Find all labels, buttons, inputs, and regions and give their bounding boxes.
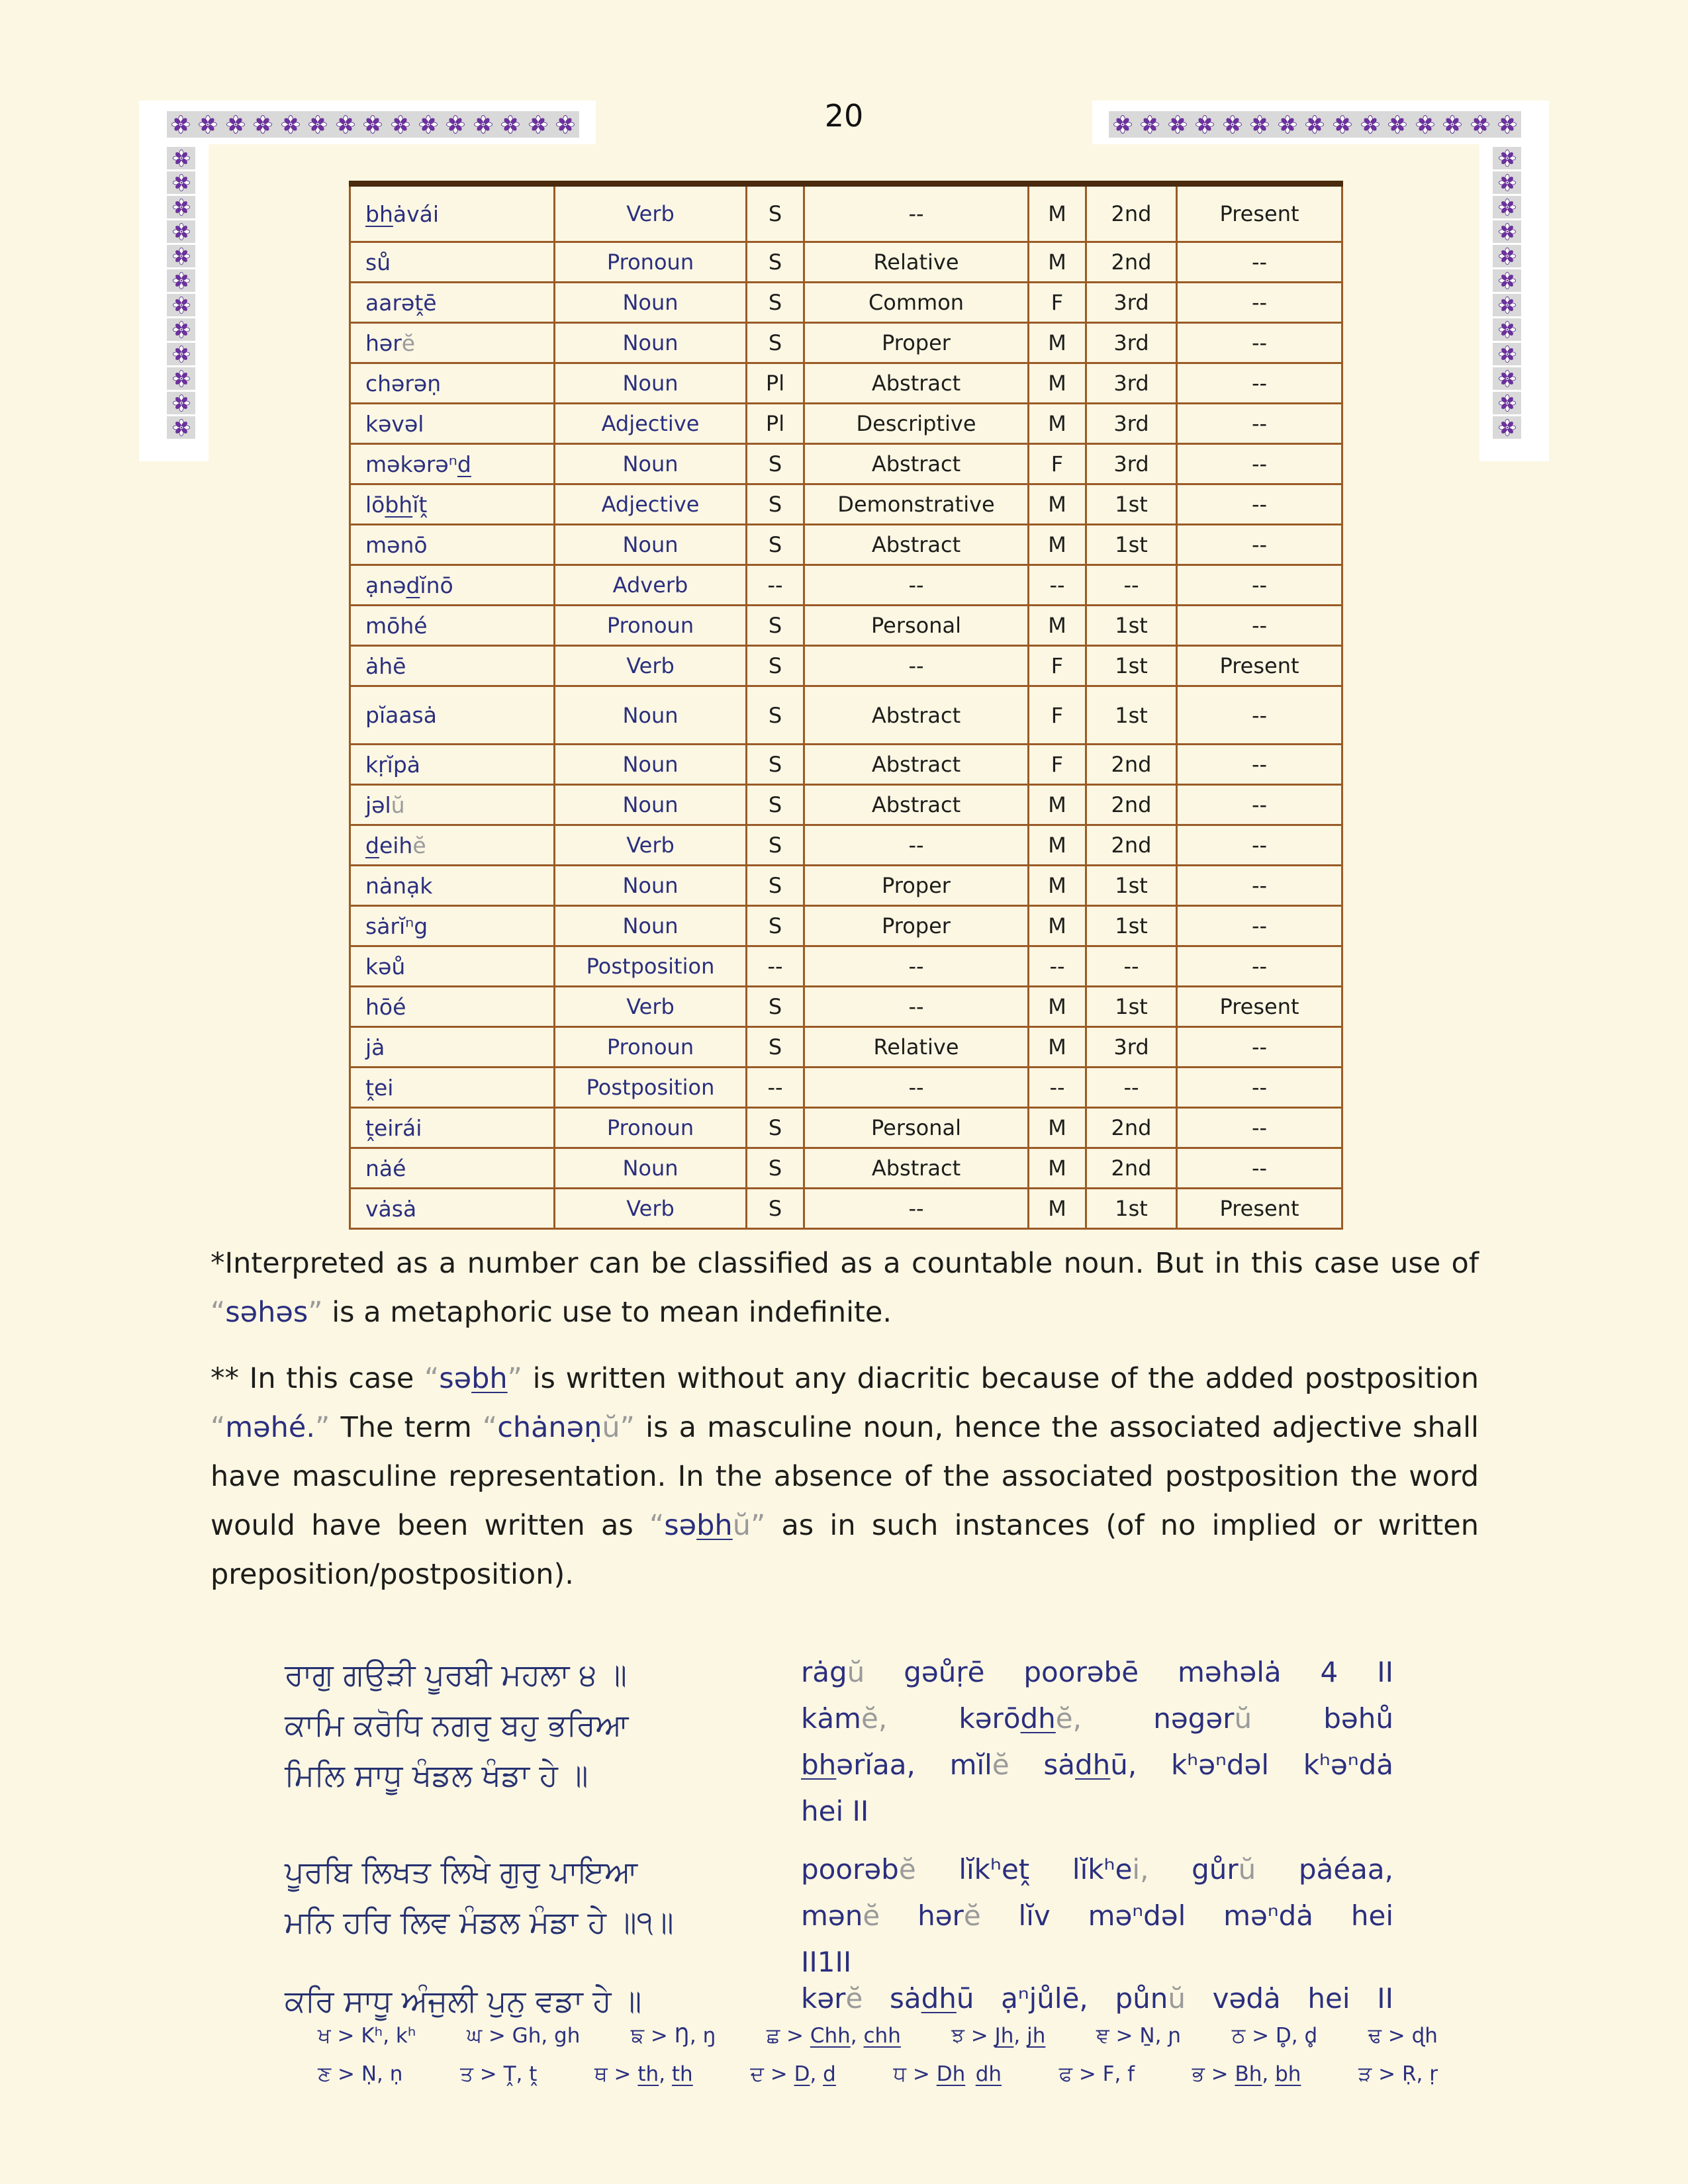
- part-of-speech-cell: Adjective: [555, 404, 747, 444]
- tense-cell: --: [1177, 242, 1342, 283]
- gender-cell: F: [1029, 686, 1086, 745]
- category-cell: --: [804, 825, 1029, 866]
- person-cell: --: [1086, 1068, 1177, 1108]
- gender-cell: M: [1029, 242, 1086, 283]
- part-of-speech-cell: Noun: [555, 686, 747, 745]
- gender-cell: M: [1029, 785, 1086, 825]
- word-cell: kṛĭpȧ: [350, 745, 555, 785]
- gurmukhi-line: ਪੂਰਬਿ ਲਿਖਤ ਲਿਖੇ ਗੁਰੁ ਪਾਇਆ: [285, 1854, 638, 1889]
- table-row: [350, 745, 1342, 785]
- table-row: [350, 444, 1342, 484]
- table-row: [350, 404, 1342, 444]
- gender-cell: --: [1029, 1068, 1086, 1108]
- gender-cell: M: [1029, 1189, 1086, 1229]
- category-cell: Abstract: [804, 745, 1029, 785]
- flower-icon: [1493, 367, 1521, 390]
- part-of-speech-cell: Postposition: [555, 946, 747, 987]
- table-row: [350, 1027, 1342, 1068]
- table-row: [350, 646, 1342, 686]
- table-row: [350, 283, 1342, 323]
- phonetic-key-row-2: [318, 2062, 1438, 2087]
- person-cell: 2nd: [1086, 184, 1177, 242]
- phonetic-key-entry: ਠ > D̥, d̥: [1231, 2024, 1318, 2048]
- tense-cell: --: [1177, 484, 1342, 525]
- transliteration-line: bhərĭaa, mĭlĕ sȧdhū, kʰəⁿdəl kʰəⁿdȧ: [801, 1749, 1393, 1781]
- number-cell: S: [747, 906, 804, 946]
- category-cell: --: [804, 565, 1029, 606]
- transliteration-line: rȧgŭ gəůṛē poorəbē məhəlȧ 4 II: [801, 1656, 1393, 1688]
- gender-cell: M: [1029, 525, 1086, 565]
- gender-cell: M: [1029, 987, 1086, 1027]
- tense-cell: --: [1177, 444, 1342, 484]
- category-cell: Personal: [804, 606, 1029, 646]
- flower-icon: [1493, 196, 1521, 218]
- gurmukhi-line: ਮਨਿ ਹਰਿ ਲਿਵ ਮੰਡਲ ਮੰਡਾ ਹੇ ॥੧॥: [285, 1904, 674, 1940]
- tense-cell: --: [1177, 323, 1342, 363]
- flower-icon: [1493, 171, 1521, 194]
- flower-icon: [167, 392, 195, 414]
- tense-cell: --: [1177, 785, 1342, 825]
- table-row: [350, 825, 1342, 866]
- table-row: [350, 1108, 1342, 1148]
- gurmukhi-stanza-2: [285, 1846, 774, 1947]
- table-row: [350, 1189, 1342, 1229]
- number-cell: S: [747, 1108, 804, 1148]
- tense-cell: --: [1177, 1068, 1342, 1108]
- person-cell: 2nd: [1086, 745, 1177, 785]
- person-cell: --: [1086, 946, 1177, 987]
- flower-icon: [167, 367, 195, 390]
- phonetic-key-entry: ਧ > Dh dh: [893, 2062, 1002, 2086]
- flower-icon: [167, 416, 195, 439]
- part-of-speech-cell: Adjective: [555, 484, 747, 525]
- category-cell: Relative: [804, 1027, 1029, 1068]
- footnote-2: ** In this case “səbh” is written without any diacritic because of the added postposition “məhé.” The term “chȧnəṇŭ” is a masculine noun, hence the associated adjective shall have masculine representation. In the absence of the associated postposition the word would have been written as “səbhŭ” as in such instances (of no implied or written preposition/postposition).: [211, 1362, 1479, 1591]
- phonetic-key-entry: ਤ > Ṱ, ṱ: [460, 2062, 538, 2086]
- category-cell: Personal: [804, 1108, 1029, 1148]
- gender-cell: F: [1029, 745, 1086, 785]
- word-cell: ṱeirái: [350, 1108, 555, 1148]
- category-cell: Proper: [804, 323, 1029, 363]
- category-cell: Relative: [804, 242, 1029, 283]
- tense-cell: --: [1177, 686, 1342, 745]
- flower-icon: [167, 245, 195, 267]
- gender-cell: M: [1029, 404, 1086, 444]
- word-cell: ṱei: [350, 1068, 555, 1108]
- part-of-speech-cell: Noun: [555, 785, 747, 825]
- number-cell: S: [747, 745, 804, 785]
- footnote-1: *Interpreted as a number can be classified as a countable noun. But in this case use of “səhəs” is a metaphoric use to mean indefinite.: [211, 1247, 1479, 1329]
- person-cell: 3rd: [1086, 1027, 1177, 1068]
- number-cell: S: [747, 323, 804, 363]
- number-cell: --: [747, 946, 804, 987]
- word-cell: məkərəⁿd: [350, 444, 555, 484]
- tense-cell: Present: [1177, 987, 1342, 1027]
- table-row: [350, 363, 1342, 404]
- word-cell: hərĕ: [350, 323, 555, 363]
- flower-icon: [1493, 392, 1521, 414]
- part-of-speech-cell: Verb: [555, 987, 747, 1027]
- gender-cell: M: [1029, 825, 1086, 866]
- part-of-speech-cell: Noun: [555, 283, 747, 323]
- part-of-speech-cell: Adverb: [555, 565, 747, 606]
- tense-cell: --: [1177, 565, 1342, 606]
- transliteration-line: II1II: [801, 1946, 852, 1978]
- category-cell: --: [804, 987, 1029, 1027]
- table-row: [350, 785, 1342, 825]
- phonetic-key-entry: ਙ > Ŋ, ŋ: [630, 2024, 716, 2048]
- word-cell: jəlŭ: [350, 785, 555, 825]
- gurmukhi-line: ਰਾਗੁ ਗਉੜੀ ਪੂਰਬੀ ਮਹਲਾ ੪ ॥: [285, 1657, 627, 1692]
- transliteration-stanza-2: [801, 1846, 1393, 1985]
- gurmukhi-line: ਕਰਿ ਸਾਧੂ ਅੰਜੁਲੀ ਪੁਨੁ ਵਡਾ ਹੇ ॥: [285, 1983, 642, 2019]
- category-cell: Abstract: [804, 1148, 1029, 1189]
- number-cell: S: [747, 785, 804, 825]
- phonetic-key-entry: ੜ > Ṛ, ṛ: [1358, 2062, 1438, 2086]
- gender-cell: F: [1029, 283, 1086, 323]
- person-cell: 1st: [1086, 866, 1177, 906]
- number-cell: S: [747, 525, 804, 565]
- number-cell: S: [747, 987, 804, 1027]
- transliteration-stanza-3: [801, 1976, 1393, 2022]
- person-cell: 2nd: [1086, 825, 1177, 866]
- word-cell: mōhé: [350, 606, 555, 646]
- person-cell: 3rd: [1086, 404, 1177, 444]
- gurmukhi-line: ਮਿਲਿ ਸਾਧੂ ਖੰਡਲ ਖੰਡਾ ਹੇ ॥: [285, 1757, 588, 1793]
- word-cell: aarəṱē: [350, 283, 555, 323]
- number-cell: S: [747, 1027, 804, 1068]
- table-row: [350, 184, 1342, 242]
- category-cell: Descriptive: [804, 404, 1029, 444]
- number-cell: S: [747, 646, 804, 686]
- phonetic-key-entry: ਛ > Chh, chh: [766, 2024, 901, 2048]
- category-cell: --: [804, 1189, 1029, 1229]
- person-cell: 1st: [1086, 646, 1177, 686]
- phonetic-key-entry: ਣ > Ṇ, ṇ: [318, 2062, 403, 2086]
- flower-icon: [1493, 147, 1521, 169]
- flower-icon: [1493, 343, 1521, 365]
- person-cell: 1st: [1086, 686, 1177, 745]
- gender-cell: M: [1029, 866, 1086, 906]
- part-of-speech-cell: Verb: [555, 646, 747, 686]
- tense-cell: Present: [1177, 646, 1342, 686]
- ornament-band-right: [1493, 147, 1521, 439]
- part-of-speech-cell: Noun: [555, 866, 747, 906]
- category-cell: Demonstrative: [804, 484, 1029, 525]
- tense-cell: --: [1177, 525, 1342, 565]
- gurmukhi-line: ਕਾਮਿ ਕਰੋਧਿ ਨਗਰੁ ਬਹੁ ਭਰਿਆ: [285, 1707, 629, 1743]
- phonetic-key-row-1: [318, 2024, 1438, 2048]
- part-of-speech-cell: Noun: [555, 906, 747, 946]
- gender-cell: M: [1029, 606, 1086, 646]
- person-cell: 1st: [1086, 606, 1177, 646]
- person-cell: 2nd: [1086, 1108, 1177, 1148]
- flower-icon: [167, 196, 195, 218]
- word-cell: jȧ: [350, 1027, 555, 1068]
- person-cell: --: [1086, 565, 1177, 606]
- gender-cell: M: [1029, 1108, 1086, 1148]
- number-cell: S: [747, 484, 804, 525]
- flower-icon: [1493, 245, 1521, 267]
- number-cell: --: [747, 1068, 804, 1108]
- category-cell: --: [804, 946, 1029, 987]
- gender-cell: M: [1029, 1148, 1086, 1189]
- transliteration-stanza-1: [801, 1649, 1393, 1835]
- ornament-band-left: [167, 147, 195, 439]
- word-cell: vȧsȧ: [350, 1189, 555, 1229]
- part-of-speech-cell: Noun: [555, 444, 747, 484]
- flower-icon: [1493, 269, 1521, 292]
- category-cell: Abstract: [804, 686, 1029, 745]
- gender-cell: F: [1029, 444, 1086, 484]
- number-cell: --: [747, 565, 804, 606]
- table-row: [350, 525, 1342, 565]
- phonetic-key-entry: ਞ > Ṉ, ɲ: [1096, 2024, 1182, 2048]
- category-cell: Common: [804, 283, 1029, 323]
- part-of-speech-cell: Verb: [555, 1189, 747, 1229]
- flower-icon: [167, 147, 195, 169]
- flower-icon: [1493, 416, 1521, 439]
- transliteration-line: hei II: [801, 1795, 869, 1827]
- gender-cell: M: [1029, 323, 1086, 363]
- gender-cell: F: [1029, 646, 1086, 686]
- category-cell: Abstract: [804, 444, 1029, 484]
- gurmukhi-stanza-3: [285, 1976, 774, 2026]
- flower-icon: [167, 171, 195, 194]
- number-cell: S: [747, 242, 804, 283]
- table-row: [350, 987, 1342, 1027]
- table-row: [350, 242, 1342, 283]
- phonetic-key-entry: ਘ > Gh, gh: [466, 2024, 581, 2048]
- word-cell: chərəṇ: [350, 363, 555, 404]
- person-cell: 1st: [1086, 906, 1177, 946]
- footnotes-block: [211, 1239, 1479, 1616]
- word-cell: lōbhĭṱ: [350, 484, 555, 525]
- number-cell: S: [747, 686, 804, 745]
- transliteration-line: mənĕ hərĕ lĭv məⁿdəl məⁿdȧ hei: [801, 1899, 1394, 1932]
- tense-cell: --: [1177, 946, 1342, 987]
- word-cell: bhȧvái: [350, 184, 555, 242]
- part-of-speech-cell: Verb: [555, 184, 747, 242]
- word-cell: deihĕ: [350, 825, 555, 866]
- number-cell: S: [747, 283, 804, 323]
- tense-cell: --: [1177, 1108, 1342, 1148]
- number-cell: Pl: [747, 363, 804, 404]
- table-row: [350, 323, 1342, 363]
- person-cell: 3rd: [1086, 323, 1177, 363]
- tense-cell: --: [1177, 606, 1342, 646]
- gender-cell: M: [1029, 1027, 1086, 1068]
- tense-cell: --: [1177, 404, 1342, 444]
- phonetic-key-entry: ਝ > Jh, jh: [951, 2024, 1046, 2048]
- word-cell: ạnədĭnō: [350, 565, 555, 606]
- part-of-speech-cell: Noun: [555, 745, 747, 785]
- part-of-speech-cell: Pronoun: [555, 606, 747, 646]
- gender-cell: M: [1029, 906, 1086, 946]
- tense-cell: Present: [1177, 1189, 1342, 1229]
- phonetic-key-entry: ਦ > D, d: [750, 2062, 836, 2086]
- tense-cell: --: [1177, 866, 1342, 906]
- table-row: [350, 946, 1342, 987]
- category-cell: Abstract: [804, 785, 1029, 825]
- tense-cell: --: [1177, 906, 1342, 946]
- transliteration-line: kȧmĕ, kərōdhĕ, nəgərŭ bəhů: [801, 1702, 1394, 1735]
- part-of-speech-cell: Noun: [555, 323, 747, 363]
- tense-cell: --: [1177, 1148, 1342, 1189]
- word-cell: nȧnạk: [350, 866, 555, 906]
- flower-icon: [167, 269, 195, 292]
- word-cell: mənō: [350, 525, 555, 565]
- tense-cell: --: [1177, 745, 1342, 785]
- person-cell: 2nd: [1086, 242, 1177, 283]
- tense-cell: --: [1177, 1027, 1342, 1068]
- word-cell: kəů: [350, 946, 555, 987]
- phonetic-key-entry: ਖ > Kʰ, kʰ: [318, 2024, 416, 2048]
- person-cell: 3rd: [1086, 363, 1177, 404]
- tense-cell: Present: [1177, 184, 1342, 242]
- transliteration-line: poorəbĕ lĭkʰeṱ lĭkʰei, gůrŭ pȧéaa,: [801, 1853, 1393, 1886]
- person-cell: 1st: [1086, 1189, 1177, 1229]
- flower-icon: [167, 294, 195, 316]
- part-of-speech-cell: Noun: [555, 525, 747, 565]
- person-cell: 1st: [1086, 525, 1177, 565]
- number-cell: S: [747, 825, 804, 866]
- tense-cell: --: [1177, 363, 1342, 404]
- tense-cell: --: [1177, 825, 1342, 866]
- number-cell: S: [747, 1148, 804, 1189]
- part-of-speech-cell: Pronoun: [555, 1108, 747, 1148]
- table-row: [350, 606, 1342, 646]
- person-cell: 1st: [1086, 484, 1177, 525]
- phonetic-key-entry: ਢ > ɖh: [1368, 2024, 1438, 2048]
- table-row: [350, 906, 1342, 946]
- flower-icon: [167, 318, 195, 341]
- word-cell: pĭaasȧ: [350, 686, 555, 745]
- number-cell: S: [747, 606, 804, 646]
- category-cell: Proper: [804, 906, 1029, 946]
- person-cell: 2nd: [1086, 785, 1177, 825]
- phonetic-key-entry: ਭ > Bh, bh: [1192, 2062, 1301, 2086]
- gender-cell: M: [1029, 184, 1086, 242]
- flower-icon: [1493, 294, 1521, 316]
- flower-icon: [167, 220, 195, 243]
- person-cell: 2nd: [1086, 1148, 1177, 1189]
- person-cell: 3rd: [1086, 444, 1177, 484]
- word-cell: hōé: [350, 987, 555, 1027]
- flower-icon: [1493, 318, 1521, 341]
- grammar-analysis-table: [349, 181, 1343, 1230]
- gender-cell: --: [1029, 946, 1086, 987]
- category-cell: --: [804, 1068, 1029, 1108]
- number-cell: S: [747, 184, 804, 242]
- part-of-speech-cell: Noun: [555, 1148, 747, 1189]
- table-row: [350, 1148, 1342, 1189]
- part-of-speech-cell: Noun: [555, 363, 747, 404]
- gender-cell: M: [1029, 484, 1086, 525]
- transliteration-line: kərĕ sȧdhū ạⁿjůlē, půnŭ vədȧ hei II: [801, 1982, 1393, 2015]
- flower-icon: [167, 343, 195, 365]
- word-cell: nȧé: [350, 1148, 555, 1189]
- table-row: [350, 1068, 1342, 1108]
- number-cell: S: [747, 444, 804, 484]
- table-row: [350, 565, 1342, 606]
- tense-cell: --: [1177, 283, 1342, 323]
- word-cell: kəvəl: [350, 404, 555, 444]
- gender-cell: --: [1029, 565, 1086, 606]
- table-row: [350, 484, 1342, 525]
- word-cell: ȧhē: [350, 646, 555, 686]
- number-cell: S: [747, 1189, 804, 1229]
- category-cell: Proper: [804, 866, 1029, 906]
- category-cell: Abstract: [804, 525, 1029, 565]
- part-of-speech-cell: Postposition: [555, 1068, 747, 1108]
- flower-icon: [1493, 220, 1521, 243]
- number-cell: S: [747, 866, 804, 906]
- part-of-speech-cell: Pronoun: [555, 1027, 747, 1068]
- phonetic-key-entry: ਫ > F, f: [1058, 2062, 1135, 2086]
- gender-cell: M: [1029, 363, 1086, 404]
- part-of-speech-cell: Pronoun: [555, 242, 747, 283]
- category-cell: --: [804, 184, 1029, 242]
- word-cell: sů: [350, 242, 555, 283]
- phonetic-key-entry: ਥ > th, th: [594, 2062, 693, 2086]
- person-cell: 3rd: [1086, 283, 1177, 323]
- number-cell: Pl: [747, 404, 804, 444]
- category-cell: Abstract: [804, 363, 1029, 404]
- person-cell: 1st: [1086, 987, 1177, 1027]
- table-row: [350, 686, 1342, 745]
- gurmukhi-stanza-1: [285, 1649, 774, 1800]
- word-cell: sȧrĭⁿg: [350, 906, 555, 946]
- part-of-speech-cell: Verb: [555, 825, 747, 866]
- category-cell: --: [804, 646, 1029, 686]
- table-row: [350, 866, 1342, 906]
- page-number: 20: [824, 98, 864, 134]
